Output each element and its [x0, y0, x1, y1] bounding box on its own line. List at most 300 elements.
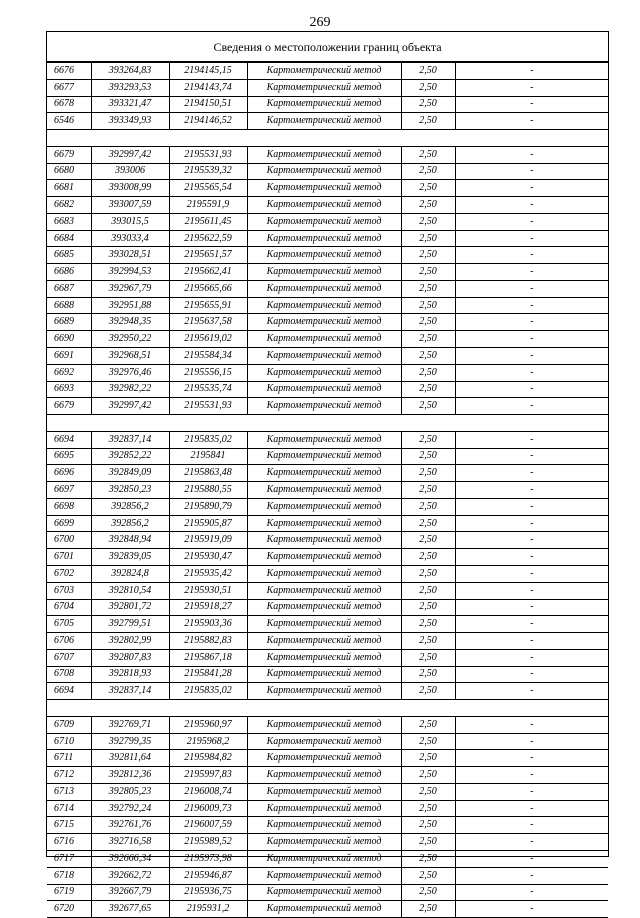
accuracy-cell: 2,50 [401, 348, 455, 365]
table-row [47, 96, 608, 113]
table-row [47, 532, 608, 549]
y-coordinate-cell: 2195535,74 [169, 381, 247, 398]
point-number-cell: 6720 [47, 901, 91, 918]
method-cell: Картометрический метод [247, 465, 401, 482]
accuracy-cell: 2,50 [401, 834, 455, 851]
table-row [47, 381, 608, 398]
point-number-cell: 6713 [47, 783, 91, 800]
y-coordinate-cell: 2195930,51 [169, 582, 247, 599]
table-row [47, 280, 608, 297]
accuracy-cell: 2,50 [401, 431, 455, 448]
method-cell: Картометрический метод [247, 113, 401, 130]
table-row [47, 834, 608, 851]
point-number-cell: 6699 [47, 515, 91, 532]
accuracy-cell: 2,50 [401, 800, 455, 817]
description-cell: - [455, 163, 608, 180]
method-cell: Картометрический метод [247, 482, 401, 499]
table-row [47, 616, 608, 633]
x-coordinate-cell: 392802,99 [91, 633, 169, 650]
x-coordinate-cell: 392801,72 [91, 599, 169, 616]
y-coordinate-cell: 2195556,15 [169, 364, 247, 381]
description-cell: - [455, 448, 608, 465]
y-coordinate-cell: 2195565,54 [169, 180, 247, 197]
point-number-cell: 6686 [47, 264, 91, 281]
description-cell: - [455, 247, 608, 264]
accuracy-cell: 2,50 [401, 96, 455, 113]
y-coordinate-cell: 2195539,32 [169, 163, 247, 180]
accuracy-cell: 2,50 [401, 565, 455, 582]
table-row [47, 146, 608, 163]
method-cell: Картометрический метод [247, 683, 401, 700]
point-number-cell: 6685 [47, 247, 91, 264]
description-cell: - [455, 314, 608, 331]
table-row [47, 750, 608, 767]
description-cell: - [455, 800, 608, 817]
method-cell: Картометрический метод [247, 834, 401, 851]
x-coordinate-cell: 392807,83 [91, 649, 169, 666]
description-cell: - [455, 482, 608, 499]
table-row [47, 431, 608, 448]
point-number-cell: 6694 [47, 431, 91, 448]
x-coordinate-cell: 392856,2 [91, 498, 169, 515]
description-cell: - [455, 398, 608, 415]
table-row [47, 247, 608, 264]
accuracy-cell: 2,50 [401, 549, 455, 566]
y-coordinate-cell: 2195936,75 [169, 884, 247, 901]
point-number-cell: 6687 [47, 280, 91, 297]
accuracy-cell: 2,50 [401, 79, 455, 96]
table-row [47, 498, 608, 515]
accuracy-cell: 2,50 [401, 213, 455, 230]
table-row [47, 364, 608, 381]
description-cell: - [455, 79, 608, 96]
table-row [47, 565, 608, 582]
x-coordinate-cell: 392677,65 [91, 901, 169, 918]
point-number-cell: 6717 [47, 850, 91, 867]
table-row [47, 230, 608, 247]
x-coordinate-cell: 392761,76 [91, 817, 169, 834]
point-number-cell: 6692 [47, 364, 91, 381]
method-cell: Картометрический метод [247, 297, 401, 314]
x-coordinate-cell: 392812,36 [91, 767, 169, 784]
accuracy-cell: 2,50 [401, 532, 455, 549]
y-coordinate-cell: 2195531,93 [169, 146, 247, 163]
x-coordinate-cell: 392805,23 [91, 783, 169, 800]
point-number-cell: 6546 [47, 113, 91, 130]
description-cell: - [455, 599, 608, 616]
point-number-cell: 6698 [47, 498, 91, 515]
y-coordinate-cell: 2195622,59 [169, 230, 247, 247]
accuracy-cell: 2,50 [401, 515, 455, 532]
x-coordinate-cell: 392852,22 [91, 448, 169, 465]
description-cell: - [455, 515, 608, 532]
point-number-cell: 6700 [47, 532, 91, 549]
point-number-cell: 6702 [47, 565, 91, 582]
point-number-cell: 6703 [47, 582, 91, 599]
point-number-cell: 6676 [47, 63, 91, 80]
accuracy-cell: 2,50 [401, 163, 455, 180]
accuracy-cell: 2,50 [401, 783, 455, 800]
x-coordinate-cell: 392837,14 [91, 683, 169, 700]
y-coordinate-cell: 2195637,58 [169, 314, 247, 331]
method-cell: Картометрический метод [247, 549, 401, 566]
description-cell: - [455, 549, 608, 566]
y-coordinate-cell: 2195619,02 [169, 331, 247, 348]
method-cell: Картометрический метод [247, 515, 401, 532]
accuracy-cell: 2,50 [401, 146, 455, 163]
accuracy-cell: 2,50 [401, 448, 455, 465]
accuracy-cell: 2,50 [401, 280, 455, 297]
x-coordinate-cell: 392976,46 [91, 364, 169, 381]
point-number-cell: 6696 [47, 465, 91, 482]
accuracy-cell: 2,50 [401, 599, 455, 616]
description-cell: - [455, 850, 608, 867]
accuracy-cell: 2,50 [401, 465, 455, 482]
y-coordinate-cell: 2195880,55 [169, 482, 247, 499]
y-coordinate-cell: 2194150,51 [169, 96, 247, 113]
point-number-cell: 6705 [47, 616, 91, 633]
table-row [47, 549, 608, 566]
accuracy-cell: 2,50 [401, 716, 455, 733]
table-row [47, 901, 608, 918]
x-coordinate-cell: 392848,94 [91, 532, 169, 549]
description-cell: - [455, 264, 608, 281]
point-number-cell: 6679 [47, 146, 91, 163]
accuracy-cell: 2,50 [401, 884, 455, 901]
table-row [47, 180, 608, 197]
x-coordinate-cell: 392792,24 [91, 800, 169, 817]
point-number-cell: 6684 [47, 230, 91, 247]
accuracy-cell: 2,50 [401, 398, 455, 415]
point-number-cell: 6694 [47, 683, 91, 700]
y-coordinate-cell: 2195919,09 [169, 532, 247, 549]
method-cell: Картометрический метод [247, 817, 401, 834]
y-coordinate-cell: 2195997,83 [169, 767, 247, 784]
x-coordinate-cell: 393349,93 [91, 113, 169, 130]
x-coordinate-cell: 392818,93 [91, 666, 169, 683]
description-cell: - [455, 230, 608, 247]
accuracy-cell: 2,50 [401, 850, 455, 867]
y-coordinate-cell: 2195931,2 [169, 901, 247, 918]
accuracy-cell: 2,50 [401, 750, 455, 767]
method-cell: Картометрический метод [247, 264, 401, 281]
point-number-cell: 6704 [47, 599, 91, 616]
table-row [47, 448, 608, 465]
y-coordinate-cell: 2195841,28 [169, 666, 247, 683]
point-number-cell: 6706 [47, 633, 91, 650]
table-row [47, 264, 608, 281]
table-row [47, 63, 608, 80]
table-row [47, 314, 608, 331]
accuracy-cell: 2,50 [401, 649, 455, 666]
table-row [47, 482, 608, 499]
point-number-cell: 6690 [47, 331, 91, 348]
table-separator-row [47, 130, 608, 147]
description-cell: - [455, 331, 608, 348]
description-cell: - [455, 616, 608, 633]
y-coordinate-cell: 2194143,74 [169, 79, 247, 96]
table-row [47, 783, 608, 800]
method-cell: Картометрический метод [247, 616, 401, 633]
y-coordinate-cell: 2195946,87 [169, 867, 247, 884]
point-number-cell: 6712 [47, 767, 91, 784]
point-number-cell: 6695 [47, 448, 91, 465]
accuracy-cell: 2,50 [401, 733, 455, 750]
method-cell: Картометрический метод [247, 146, 401, 163]
y-coordinate-cell: 2195989,52 [169, 834, 247, 851]
description-cell: - [455, 783, 608, 800]
x-coordinate-cell: 392967,79 [91, 280, 169, 297]
point-number-cell: 6681 [47, 180, 91, 197]
y-coordinate-cell: 2195835,02 [169, 431, 247, 448]
y-coordinate-cell: 2195591,9 [169, 197, 247, 214]
method-cell: Картометрический метод [247, 666, 401, 683]
description-cell: - [455, 901, 608, 918]
table-row [47, 733, 608, 750]
y-coordinate-cell: 2195655,91 [169, 297, 247, 314]
method-cell: Картометрический метод [247, 767, 401, 784]
table-row [47, 817, 608, 834]
accuracy-cell: 2,50 [401, 867, 455, 884]
accuracy-cell: 2,50 [401, 633, 455, 650]
x-coordinate-cell: 392856,2 [91, 515, 169, 532]
description-cell: - [455, 348, 608, 365]
separator-cell [47, 130, 608, 147]
table-title: Сведения о местоположении границ объекта [47, 32, 608, 62]
description-cell: - [455, 465, 608, 482]
x-coordinate-cell: 392994,53 [91, 264, 169, 281]
method-cell: Картометрический метод [247, 800, 401, 817]
point-number-cell: 6678 [47, 96, 91, 113]
method-cell: Картометрический метод [247, 582, 401, 599]
accuracy-cell: 2,50 [401, 180, 455, 197]
table-row [47, 582, 608, 599]
method-cell: Картометрический метод [247, 381, 401, 398]
method-cell: Картометрический метод [247, 79, 401, 96]
method-cell: Картометрический метод [247, 733, 401, 750]
accuracy-cell: 2,50 [401, 314, 455, 331]
description-cell: - [455, 180, 608, 197]
description-cell: - [455, 633, 608, 650]
y-coordinate-cell: 2195651,57 [169, 247, 247, 264]
point-number-cell: 6708 [47, 666, 91, 683]
method-cell: Картометрический метод [247, 633, 401, 650]
x-coordinate-cell: 392811,64 [91, 750, 169, 767]
method-cell: Картометрический метод [247, 431, 401, 448]
separator-cell [47, 415, 608, 432]
table-row [47, 850, 608, 867]
description-cell: - [455, 817, 608, 834]
x-coordinate-cell: 392799,51 [91, 616, 169, 633]
method-cell: Картометрический метод [247, 331, 401, 348]
table-row [47, 113, 608, 130]
method-cell: Картометрический метод [247, 348, 401, 365]
x-coordinate-cell: 392667,79 [91, 884, 169, 901]
page-number: 269 [309, 15, 331, 30]
x-coordinate-cell: 392810,54 [91, 582, 169, 599]
x-coordinate-cell: 393321,47 [91, 96, 169, 113]
x-coordinate-cell: 393033,4 [91, 230, 169, 247]
table-row [47, 683, 608, 700]
method-cell: Картометрический метод [247, 180, 401, 197]
table-row [47, 884, 608, 901]
method-cell: Картометрический метод [247, 213, 401, 230]
y-coordinate-cell: 2195665,66 [169, 280, 247, 297]
method-cell: Картометрический метод [247, 364, 401, 381]
table-row [47, 515, 608, 532]
coordinates-table-sheet [46, 31, 609, 915]
method-cell: Картометрический метод [247, 197, 401, 214]
description-cell: - [455, 666, 608, 683]
description-cell: - [455, 582, 608, 599]
accuracy-cell: 2,50 [401, 113, 455, 130]
y-coordinate-cell: 2195903,36 [169, 616, 247, 633]
accuracy-cell: 2,50 [401, 63, 455, 80]
x-coordinate-cell: 392666,34 [91, 850, 169, 867]
y-coordinate-cell: 2196007,59 [169, 817, 247, 834]
accuracy-cell: 2,50 [401, 767, 455, 784]
x-coordinate-cell: 393264,83 [91, 63, 169, 80]
accuracy-cell: 2,50 [401, 616, 455, 633]
y-coordinate-cell: 2195890,79 [169, 498, 247, 515]
table-separator-row [47, 700, 608, 717]
y-coordinate-cell: 2195863,48 [169, 465, 247, 482]
description-cell: - [455, 867, 608, 884]
table-row [47, 599, 608, 616]
y-coordinate-cell: 2195905,87 [169, 515, 247, 532]
separator-cell [47, 700, 608, 717]
point-number-cell: 6718 [47, 867, 91, 884]
y-coordinate-cell: 2195918,27 [169, 599, 247, 616]
point-number-cell: 6679 [47, 398, 91, 415]
method-cell: Картометрический метод [247, 230, 401, 247]
accuracy-cell: 2,50 [401, 817, 455, 834]
y-coordinate-cell: 2195935,42 [169, 565, 247, 582]
point-number-cell: 6691 [47, 348, 91, 365]
x-coordinate-cell: 392824,8 [91, 565, 169, 582]
table-row [47, 666, 608, 683]
description-cell: - [455, 280, 608, 297]
point-number-cell: 6711 [47, 750, 91, 767]
accuracy-cell: 2,50 [401, 381, 455, 398]
method-cell: Картометрический метод [247, 280, 401, 297]
method-cell: Картометрический метод [247, 532, 401, 549]
accuracy-cell: 2,50 [401, 364, 455, 381]
x-coordinate-cell: 393028,51 [91, 247, 169, 264]
point-number-cell: 6682 [47, 197, 91, 214]
y-coordinate-cell: 2195835,02 [169, 683, 247, 700]
x-coordinate-cell: 392982,22 [91, 381, 169, 398]
method-cell: Картометрический метод [247, 163, 401, 180]
method-cell: Картометрический метод [247, 565, 401, 582]
coordinates-table-body [47, 63, 608, 918]
point-number-cell: 6707 [47, 649, 91, 666]
description-cell: - [455, 532, 608, 549]
x-coordinate-cell: 392950,22 [91, 331, 169, 348]
method-cell: Картометрический метод [247, 783, 401, 800]
x-coordinate-cell: 393008,99 [91, 180, 169, 197]
x-coordinate-cell: 393293,53 [91, 79, 169, 96]
x-coordinate-cell: 392769,71 [91, 716, 169, 733]
description-cell: - [455, 146, 608, 163]
description-cell: - [455, 565, 608, 582]
y-coordinate-cell: 2195531,93 [169, 398, 247, 415]
description-cell: - [455, 884, 608, 901]
point-number-cell: 6719 [47, 884, 91, 901]
method-cell: Картометрический метод [247, 716, 401, 733]
table-row [47, 197, 608, 214]
x-coordinate-cell: 392997,42 [91, 146, 169, 163]
table-row [47, 716, 608, 733]
method-cell: Картометрический метод [247, 901, 401, 918]
method-cell: Картометрический метод [247, 649, 401, 666]
table-row [47, 163, 608, 180]
method-cell: Картометрический метод [247, 63, 401, 80]
description-cell: - [455, 213, 608, 230]
point-number-cell: 6714 [47, 800, 91, 817]
point-number-cell: 6677 [47, 79, 91, 96]
accuracy-cell: 2,50 [401, 683, 455, 700]
method-cell: Картометрический метод [247, 247, 401, 264]
table-row [47, 800, 608, 817]
table-row [47, 79, 608, 96]
method-cell: Картометрический метод [247, 884, 401, 901]
description-cell: - [455, 716, 608, 733]
x-coordinate-cell: 393006 [91, 163, 169, 180]
table-row [47, 398, 608, 415]
accuracy-cell: 2,50 [401, 582, 455, 599]
x-coordinate-cell: 392839,05 [91, 549, 169, 566]
accuracy-cell: 2,50 [401, 264, 455, 281]
y-coordinate-cell: 2194146,52 [169, 113, 247, 130]
accuracy-cell: 2,50 [401, 498, 455, 515]
description-cell: - [455, 381, 608, 398]
description-cell: - [455, 113, 608, 130]
y-coordinate-cell: 2195611,45 [169, 213, 247, 230]
x-coordinate-cell: 392951,88 [91, 297, 169, 314]
description-cell: - [455, 364, 608, 381]
description-cell: - [455, 498, 608, 515]
y-coordinate-cell: 2194145,15 [169, 63, 247, 80]
y-coordinate-cell: 2195841 [169, 448, 247, 465]
point-number-cell: 6680 [47, 163, 91, 180]
point-number-cell: 6683 [47, 213, 91, 230]
accuracy-cell: 2,50 [401, 230, 455, 247]
coordinates-table [47, 62, 608, 918]
y-coordinate-cell: 2195867,18 [169, 649, 247, 666]
x-coordinate-cell: 392799,35 [91, 733, 169, 750]
point-number-cell: 6697 [47, 482, 91, 499]
y-coordinate-cell: 2195882,83 [169, 633, 247, 650]
method-cell: Картометрический метод [247, 448, 401, 465]
table-row [47, 213, 608, 230]
description-cell: - [455, 750, 608, 767]
x-coordinate-cell: 392968,51 [91, 348, 169, 365]
description-cell: - [455, 96, 608, 113]
description-cell: - [455, 63, 608, 80]
description-cell: - [455, 834, 608, 851]
x-coordinate-cell: 392837,14 [91, 431, 169, 448]
method-cell: Картометрический метод [247, 96, 401, 113]
x-coordinate-cell: 393007,59 [91, 197, 169, 214]
x-coordinate-cell: 392997,42 [91, 398, 169, 415]
x-coordinate-cell: 392850,23 [91, 482, 169, 499]
point-number-cell: 6701 [47, 549, 91, 566]
y-coordinate-cell: 2195984,82 [169, 750, 247, 767]
accuracy-cell: 2,50 [401, 197, 455, 214]
table-row [47, 633, 608, 650]
point-number-cell: 6709 [47, 716, 91, 733]
